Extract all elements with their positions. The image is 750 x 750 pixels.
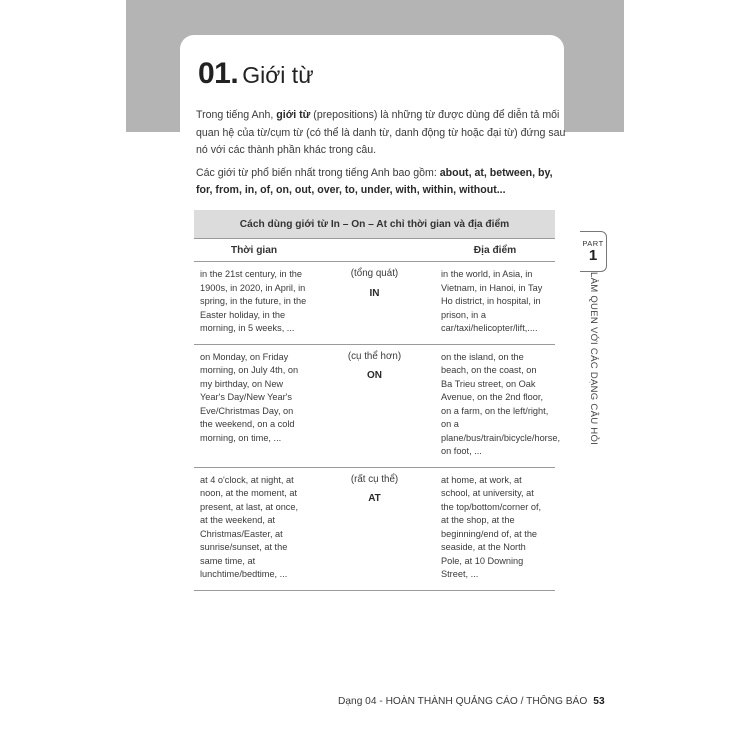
time-cell: in the 21st century, in the 1900s, in 2020, in April, in spring, in the future, in the Easter holiday, in the morning, in 5 weeks, ... <box>200 269 307 333</box>
book-page <box>126 0 624 750</box>
heading-word: Giới từ <box>242 62 314 88</box>
prep-level: (tổng quát) <box>350 268 399 279</box>
table-row <box>194 468 555 591</box>
intro-p2-start: Các giới từ phổ biến nhất trong tiếng Anh bao gồm: <box>196 166 440 179</box>
time-cell: on Monday, on Friday morning, on July 4th, on my birthday, on New Year's Day/New Year's Eve/Christmas Day, on the weekend, on a cold morning, on time, ... <box>200 351 299 443</box>
heading-number: 01. <box>198 57 239 90</box>
place-cell: at home, at work, at school, at university, at the top/bottom/corner of, at the shop, at the beginning/end of, at the seaside, at the North Pole, at 10 Downing Street, ... <box>441 474 542 579</box>
header-place: Địa điểm <box>473 244 517 256</box>
part-number: 1 <box>588 247 598 264</box>
page-number: 53 <box>593 696 605 707</box>
header-time: Thời gian <box>230 244 278 256</box>
page-footer <box>338 696 605 707</box>
prep-level: (cụ thể hơn) <box>347 350 402 362</box>
table-header-row <box>194 239 555 262</box>
place-cell: on the island, on the beach, on the coast, on Ba Trieu street, on Oak Avenue, on the 2nd floor, on a farm, on the left/right, on a plane/bus/train/bicycle/horse, on foot, ... <box>441 351 560 456</box>
table-caption: Cách dùng giới từ In – On – At chỉ thời gian và địa điểm <box>194 210 555 239</box>
intro-p1-start: Trong tiếng Anh, <box>196 109 277 121</box>
intro-paragraph-1 <box>196 107 566 160</box>
part-tab <box>580 231 607 272</box>
prep-word: AT <box>368 493 381 504</box>
prep-cell <box>314 262 435 344</box>
intro-p1-term: giới từ <box>276 109 311 121</box>
prep-word: IN <box>369 287 380 299</box>
intro-text <box>196 107 566 205</box>
intro-p2-list: about, at, between, by, for, from, in, of, on, out, over, to, under, with, within, without... <box>196 166 553 196</box>
preposition-table <box>194 210 560 591</box>
table-row <box>194 345 560 468</box>
footer-text: Dạng 04 - HOÀN THÀNH QUẢNG CÁO / THÔNG BÁO <box>338 696 588 707</box>
part-label: PART <box>582 239 604 248</box>
prep-cell <box>314 345 435 467</box>
intro-p1-end: (prepositions) là những từ được dùng để diễn tả mối quan hệ của từ/cụm từ (có thể là danh từ, danh động từ hoặc đại từ) đứng sau nó với các thành phần khác trong câu. <box>196 109 566 156</box>
prep-level: (rất cụ thể) <box>350 473 399 485</box>
time-cell: at 4 o'clock, at night, at noon, at the moment, at present, at last, at once, at the weekend, at Christmas/Easter, at sunrise/sunset, at the same time, at lunchtime/bedtime, ... <box>200 474 299 579</box>
table-row <box>194 262 555 345</box>
intro-paragraph-2 <box>196 165 566 200</box>
section-heading <box>198 57 314 91</box>
place-cell: in the world, in Asia, in Vietnam, in Hanoi, in Tay Ho district, in hospital, in prison, in a car/taxi/helicopter/lift,.... <box>441 269 543 333</box>
part-section-title: LÀM QUEN VỚI CÁC DẠNG CÂU HỎI <box>588 272 599 446</box>
prep-cell <box>314 468 435 590</box>
prep-word: ON <box>367 370 382 381</box>
